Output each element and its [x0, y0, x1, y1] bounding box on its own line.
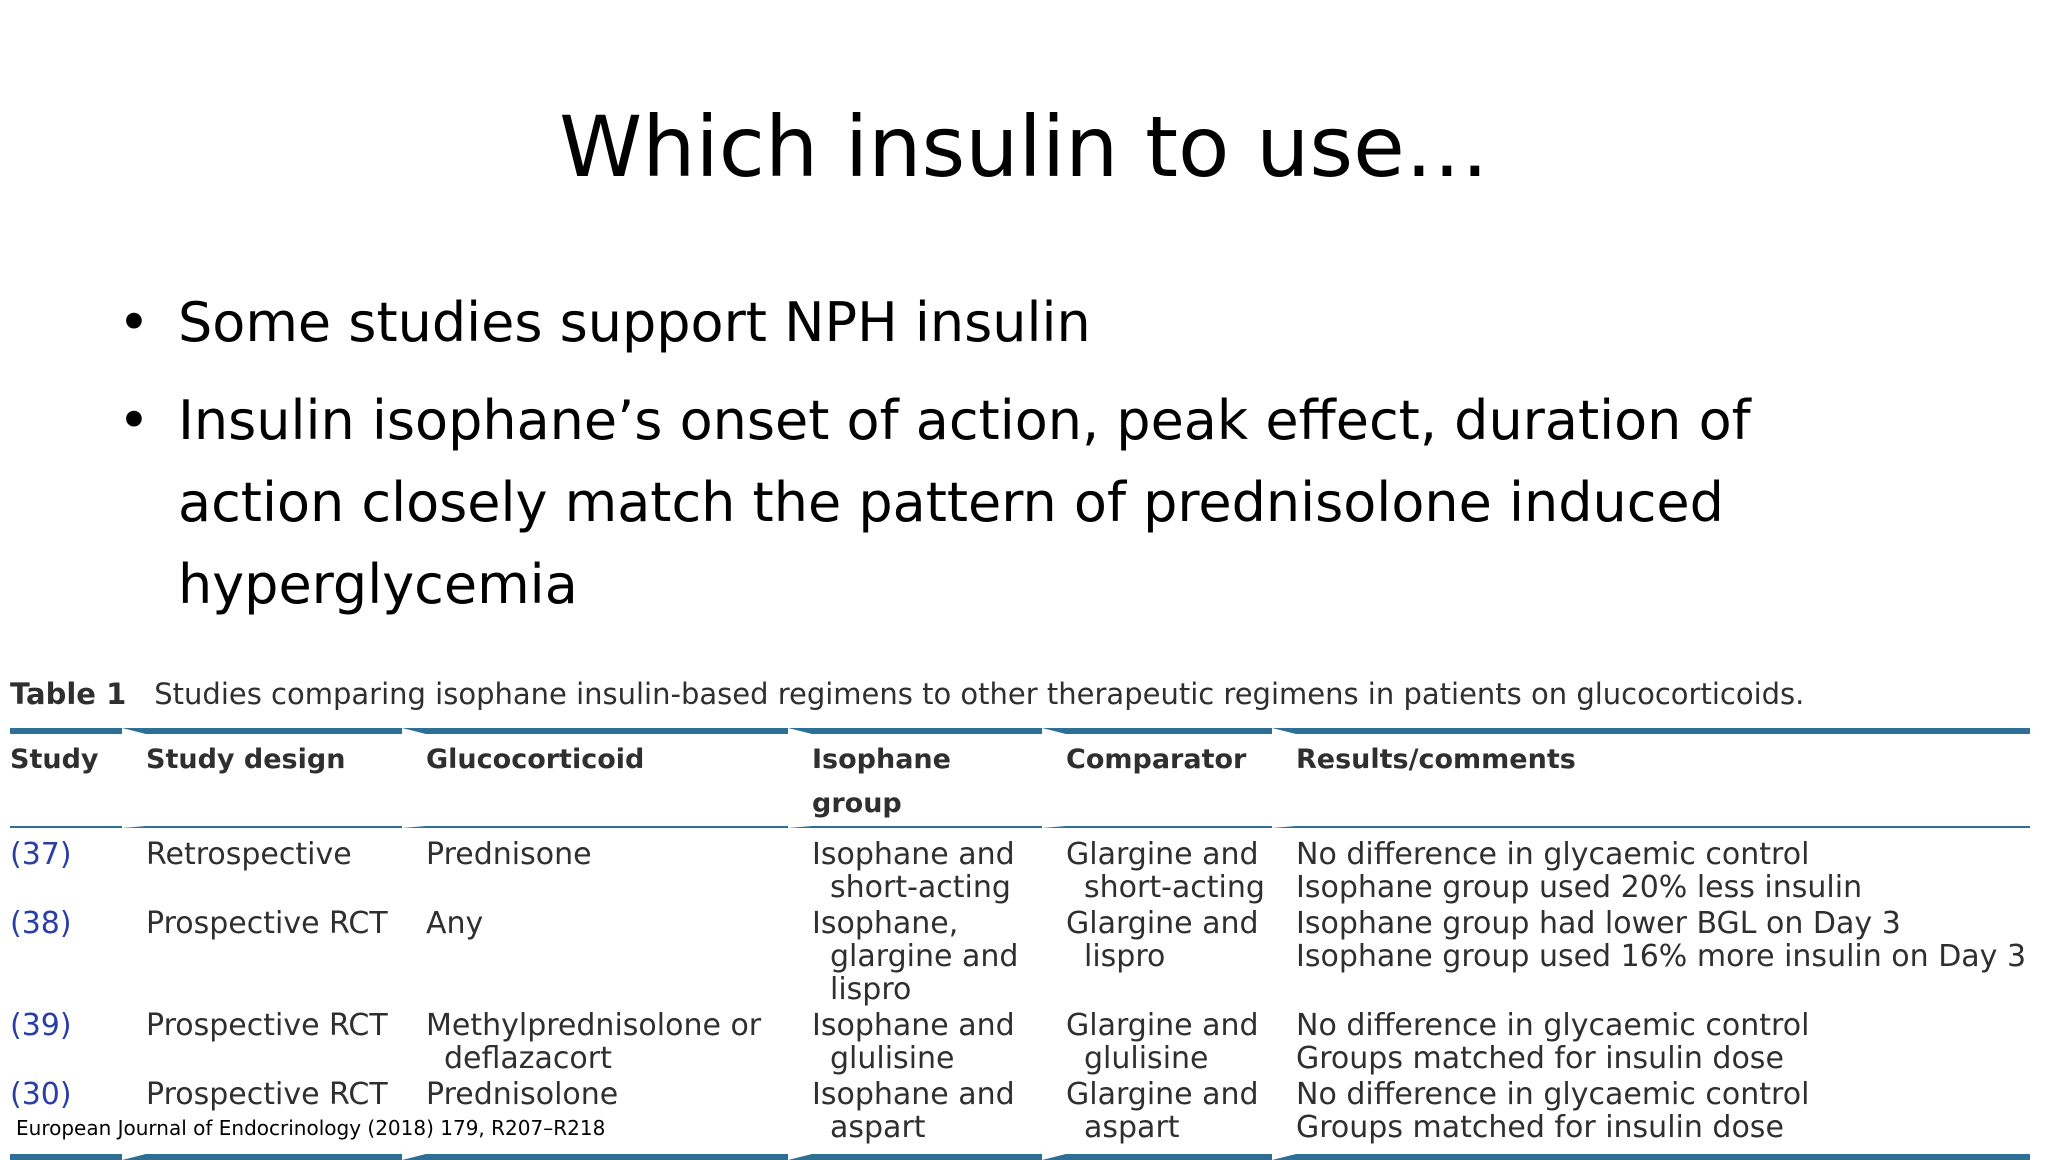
column-header-results: Results/comments [1272, 728, 2030, 828]
glucocorticoid-cell: Methylprednisolone or deflazacort [402, 1007, 788, 1076]
isophane-group-cell: Isophane, glargine and lispro [788, 905, 1042, 1007]
isophane-group-cell: Isophane and short-acting [788, 828, 1042, 905]
bullet-icon: • [118, 389, 150, 452]
results-cell: No difference in glycaemic control Groups matched for insulin dose [1272, 1007, 2030, 1076]
glucocorticoid-cell: Any [402, 905, 788, 1007]
study-design-cell: Prospective RCT [122, 905, 402, 1007]
study-reference-link[interactable]: (37) [10, 837, 72, 872]
study-design-cell: Retrospective [122, 828, 402, 905]
column-header-study-design: Study design [122, 728, 402, 828]
glucocorticoid-cell: Prednisone [402, 828, 788, 905]
comparator-cell: Glargine and glulisine [1042, 1007, 1272, 1076]
bullet-text: Insulin isophane’s onset of action, peak effect, duration of action closely match the pattern of prednisolone induced hyperglycemia [178, 389, 1751, 616]
isophane-group-cell: Isophane and aspart [788, 1076, 1042, 1160]
comparator-cell: Glargine and lispro [1042, 905, 1272, 1007]
results-cell: No difference in glycaemic control Isophane group used 20% less insulin [1272, 828, 2030, 905]
bullet-item [118, 380, 1918, 626]
column-header-comparator: Comparator [1042, 728, 1272, 828]
glucocorticoid-cell: Prednisolone [402, 1076, 788, 1160]
isophane-group-cell: Isophane and glulisine [788, 1007, 1042, 1076]
results-cell: No difference in glycaemic control Groups matched for insulin dose [1272, 1076, 2030, 1160]
table-header-row [10, 728, 2030, 828]
study-design-cell: Prospective RCT [122, 1076, 402, 1160]
bullet-text: Some studies support NPH insulin [178, 291, 1091, 354]
footer-citation: European Journal of Endocrinology (2018) 179, R207–R218 [16, 1116, 606, 1140]
table-caption-text: Studies comparing isophane insulin-based regimens to other therapeutic regimens in patients on glucocorticoids. [154, 677, 1805, 711]
study-reference-link[interactable]: (38) [10, 906, 72, 941]
study-design-cell: Prospective RCT [122, 1007, 402, 1076]
column-header-glucocorticoid: Glucocorticoid [402, 728, 788, 828]
table-figure [10, 670, 2030, 1160]
bullet-list [118, 282, 1918, 642]
table-caption-label: Table 1 [10, 677, 127, 711]
comparator-cell: Glargine and short-acting [1042, 828, 1272, 905]
results-cell: Isophane group had lower BGL on Day 3 Isophane group used 16% more insulin on Day 3 [1272, 905, 2030, 1007]
bullet-icon: • [118, 291, 150, 354]
study-reference-link[interactable]: (30) [10, 1076, 122, 1160]
slide-title: Which insulin to use… [559, 98, 1489, 196]
table-row [10, 1007, 2030, 1076]
study-reference-link[interactable]: (39) [10, 1008, 72, 1043]
table-row [10, 828, 2030, 905]
comparator-cell: Glargine and aspart [1042, 1076, 1272, 1160]
column-header-study: Study [10, 728, 122, 828]
table-caption [10, 670, 2030, 718]
bullet-item [118, 282, 1918, 364]
column-header-isophane-group: Isophane group [788, 728, 1042, 828]
studies-table [10, 728, 2030, 1160]
table-row [10, 905, 2030, 1007]
